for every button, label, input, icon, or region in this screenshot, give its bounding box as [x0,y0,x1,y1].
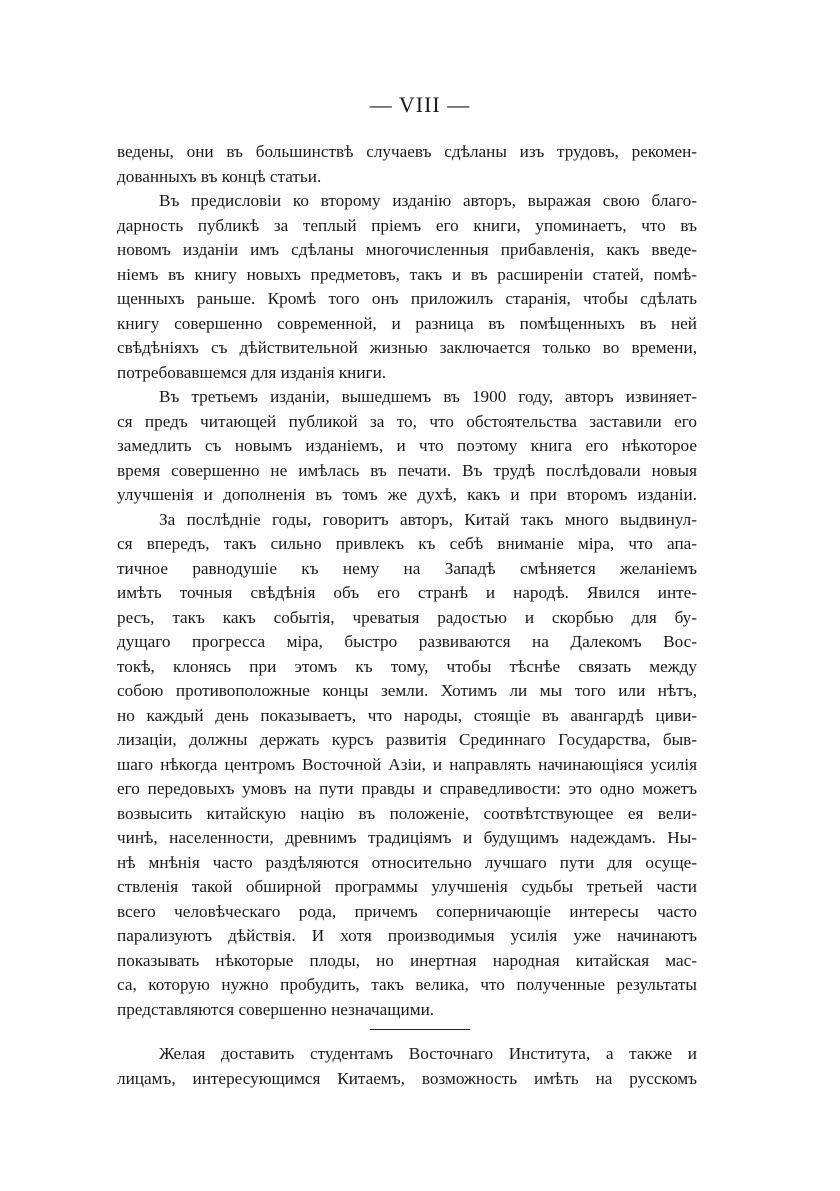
text-line: собою противоположные концы земли. Хотимъ ли мы того или нѣтъ, [117,681,697,700]
text-line: свѣдѣніяхъ съ дѣйствительной жизнью заключается только во времени, [117,338,697,357]
text-line: показывать нѣкоторые плоды, но инертная народная китайская мас- [117,950,697,970]
text-line: ствленія такой обширной программы улучшенія судьбы третьей части [117,877,697,896]
text-line: ся предъ читающей публикой за то, что обстоятельства заставили его [117,411,697,431]
text-line: улучшенія и дополненія въ томъ же духѣ, какъ и при второмъ изданіи. [117,485,697,504]
paragraph [117,189,697,385]
text-line: Желая доставить студентамъ Восточнаго Института, а также и [159,1044,697,1063]
main-text [117,140,697,1022]
text-line: лицамъ, интересующимся Китаемъ, возможность имѣть на русскомъ [117,1068,697,1088]
text-line: парализуютъ дѣйствія. И хотя производимыя усилія уже начинаютъ [117,926,697,945]
section-separator-rule [370,1029,470,1030]
paragraph [117,508,697,1023]
paragraph [117,1042,697,1091]
page-number-header: — VIII — [369,92,471,117]
text-line: но каждый день показываетъ, что народы, стоящіе въ авангардѣ циви- [117,705,697,725]
text-line: чинѣ, населенности, древнимъ традиціямъ и будущимъ надеждамъ. Ны- [117,828,697,847]
text-line: са, которую нужно пробудить, такъ велика, что полученные результаты [117,975,697,994]
text-line: ся впередъ, такъ сильно привлекъ къ себѣ вниманіе міра, что апа- [117,534,697,553]
main-text-continued [117,1042,697,1091]
text-line: дованныхъ въ концѣ статьи. [117,166,322,186]
text-line: лизаціи, должны держать курсъ развитія Срединнаго Государства, быв- [117,730,697,749]
text-line: его передовыхъ умовъ на пути правды и справедливости: это одно можетъ [117,779,697,798]
text-line: замедлить съ новымъ изданіемъ, и что поэтому книга его нѣкоторое [117,436,697,455]
text-line: время совершенно не имѣлась въ печати. Въ трудѣ послѣдовали новыя [117,460,697,480]
text-line: За послѣдніе годы, говоритъ авторъ, Китай такъ много выдвинул- [159,509,697,529]
text-line: токѣ, клонясь при этомъ къ тому, чтобы тѣснѣе связать между [117,656,697,676]
text-line: ніемъ въ книгу новыхъ предметовъ, такъ и въ расширеніи статей, помѣ- [117,264,697,284]
text-line: книгу совершенно современной, и разница въ помѣщенныхъ въ ней [117,313,697,333]
text-line: тичное равнодушіе къ нему на Западѣ смѣняется желаніемъ [117,558,697,578]
text-line: всего человѣческаго рода, причемъ соперничающіе интересы часто [117,901,697,921]
text-line: новомъ изданіи имъ сдѣланы многочисленныя прибавленія, какъ введе- [117,240,697,259]
text-line: дущаго прогресса міра, быстро развиваются на Далекомъ Вос- [117,632,697,651]
text-line: Въ третьемъ изданіи, вышедшемъ въ 1900 году, авторъ извиняет- [159,387,697,406]
text-line: представляются совершенно незначащими. [117,999,435,1019]
text-line: имѣть точныя свѣдѣнія объ его странѣ и народѣ. Явился инте- [117,583,697,602]
text-line: возвысить китайскую націю въ положеніе, соотвѣтствующее ея вели- [117,803,697,823]
text-line: ведены, они въ большинствѣ случаевъ сдѣланы изъ трудовъ, рекомен- [117,142,697,161]
paragraph [117,385,697,508]
paragraph [117,140,697,189]
text-line: щенныхъ раньше. Кромѣ того онъ приложилъ старанія, чтобы сдѣлать [117,289,697,308]
text-line: шаго нѣкогда центромъ Восточной Азіи, и направлять начинающіяся усилія [117,754,697,774]
text-line: нѣ мнѣнія часто раздѣляются относительно лучшаго пути для осуще- [117,852,697,872]
text-line: ресъ, такъ какъ событія, чреватыя радостью и скорбью для бу- [117,607,697,627]
text-line: потребовавшемся для изданія книги. [117,362,387,382]
text-line: дарность публикѣ за теплый пріемъ его книги, упоминаетъ, что въ [117,215,697,235]
text-line: Въ предисловіи ко второму изданію авторъ, выражая свою благо- [159,191,697,210]
